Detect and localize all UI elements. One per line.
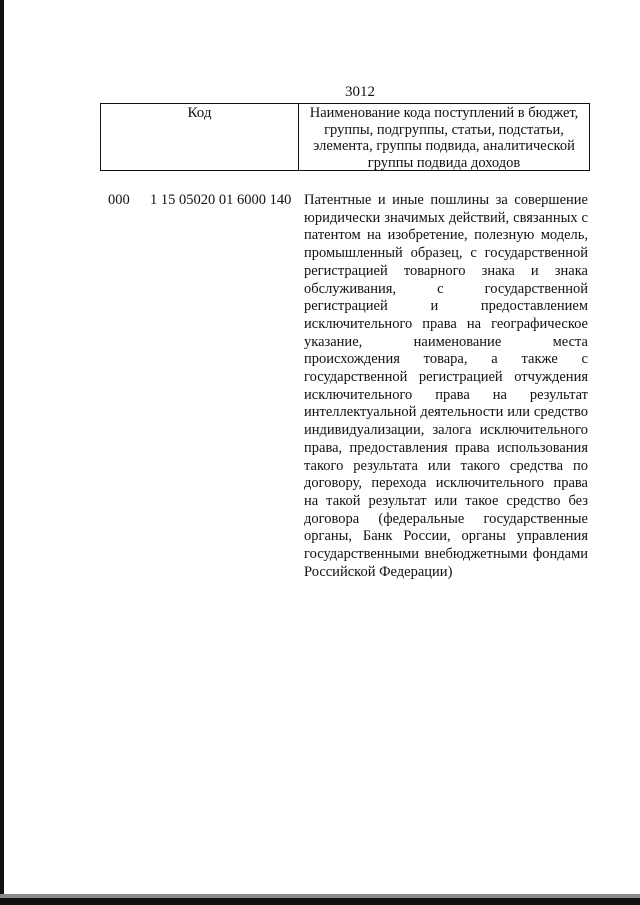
description-line: происхождения товара, а также с (304, 351, 588, 368)
description-line: договору, перехода исключительного права (304, 475, 588, 492)
header-name-line: Наименование кода поступлений в бюджет, (309, 105, 579, 121)
scan-left-edge (0, 0, 4, 905)
header-name-line: группы подвида доходов (367, 154, 521, 171)
page-number: 3012 (345, 84, 375, 100)
description-line: такого результата или такого средства по (304, 457, 588, 474)
description-line: юридически значимых действий, связанных с (304, 209, 588, 226)
description-line: исключительного права на географическое (304, 315, 588, 332)
description-line: индивидуализации, залога исключительного (304, 422, 588, 439)
description-line: регистрацией и предоставлением (304, 298, 588, 315)
description-line: регистрацией товарного знака и знака (304, 262, 588, 279)
revenue-description (304, 192, 588, 581)
description-line: договора (федеральные государственные (304, 510, 588, 527)
description-line: указание, наименование места (304, 333, 588, 350)
description-line: Патентные и иные пошлины за совершение (304, 192, 588, 208)
admin-code: 000 (108, 192, 130, 208)
header-name-line: группы, подгруппы, статьи, подстатьи, (324, 121, 564, 138)
description-line: на такой результат или такое средство без (304, 492, 588, 509)
header-name-line: элемента, группы подвида, аналитической (313, 138, 575, 154)
description-line: патентом на изобретение, полезную модель, (304, 227, 588, 244)
description-line: интеллектуальной деятельности или средство (304, 404, 588, 421)
table-header (100, 103, 590, 171)
description-line: обслуживания, с государственной (304, 280, 588, 297)
header-name-column (299, 104, 589, 170)
description-line: права, предоставления права использования (304, 439, 588, 456)
description-line: исключительного права на результат (304, 386, 588, 403)
description-line: Российской Федерации) (304, 563, 453, 580)
description-line: государственными внебюджетными фондами (304, 546, 588, 563)
revenue-code: 1 15 05020 01 6000 140 (150, 192, 292, 208)
header-code-column: Код (101, 104, 299, 170)
description-line: промышленный образец, с государственной (304, 245, 588, 262)
description-line: государственной регистрацией отчуждения (304, 369, 588, 386)
scan-bottom-edge (0, 898, 640, 905)
description-line: органы, Банк России, органы управления (304, 528, 588, 545)
